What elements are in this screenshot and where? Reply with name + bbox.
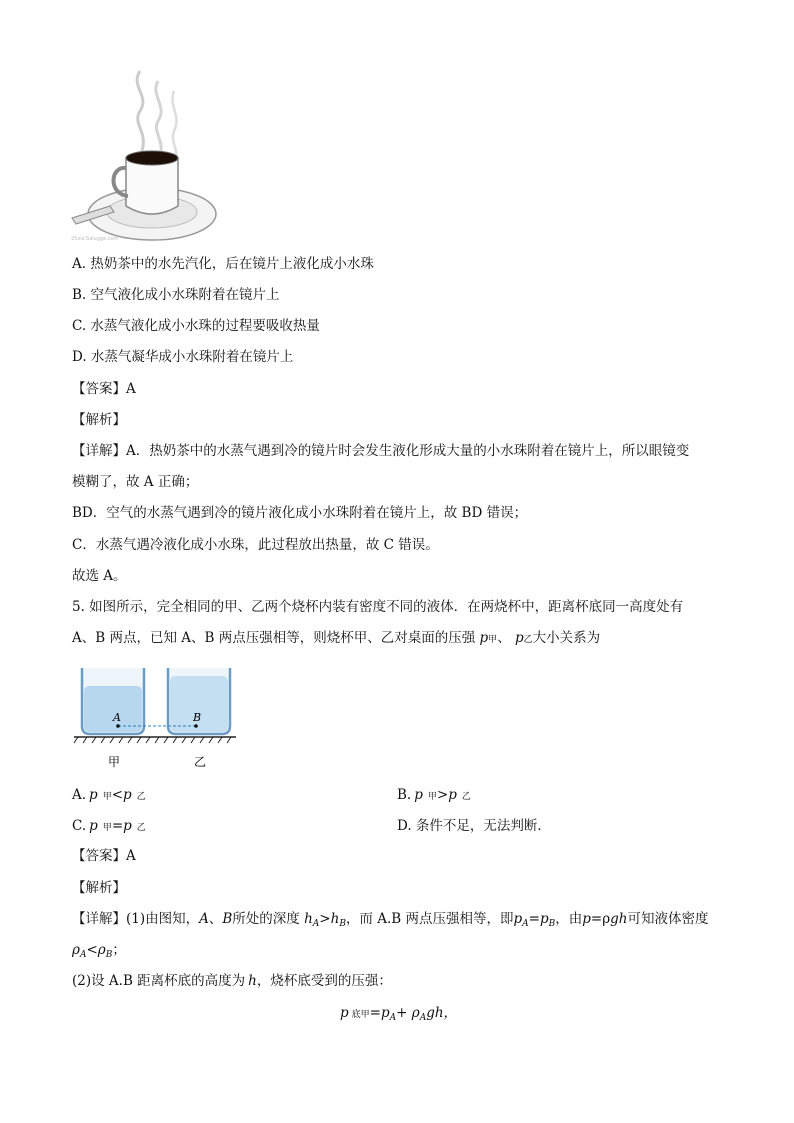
- q5-detail-1: 【详解】(1)由图知，A、B所处的深度 $h_A>h_B$，而 A.B 两点压强相等，即$p_A=p_B$，由p=ρgh可知液体密度: [72, 911, 709, 929]
- q4-detail-4: C．水蒸气遇冷液化成小水珠，此过程放出热量，故 C 错误。: [72, 537, 439, 553]
- q4-answer: 【答案】A: [72, 381, 136, 397]
- q4-analysis-title: 【解析】: [72, 412, 126, 428]
- label-yi: 乙: [194, 755, 207, 769]
- label-jia: 甲: [108, 755, 121, 769]
- q5-detail-2: (2)设 A.B 距离杯底的高度为 h，烧杯底受到的压强：: [72, 973, 392, 989]
- q5-detail-1-cont: $\rho_A<\rho_B$；: [72, 942, 126, 960]
- q4-detail-2: 模糊了，故 A 正确；: [72, 474, 199, 490]
- watermark: 25xiz.Saiugge.com: [71, 236, 119, 242]
- label-a: A: [113, 711, 121, 724]
- q5-analysis-title: 【解析】: [72, 880, 126, 896]
- label-b: B: [193, 711, 202, 724]
- steam-swirl: [172, 91, 176, 158]
- coffee-cup-illustration: [70, 66, 230, 246]
- option-c: C. 水蒸气液化成小水珠的过程要吸收热量: [72, 318, 320, 334]
- q5-answer: 【答案】A: [72, 848, 136, 864]
- q5-option-a: A. p 甲<p 乙: [72, 787, 146, 803]
- point-b: [194, 724, 198, 728]
- coffee-surface: [126, 151, 178, 165]
- q4-conclusion: 故选 A。: [72, 568, 127, 584]
- option-a: A. 热奶茶中的水先汽化，后在镜片上液化成小水珠: [72, 256, 374, 272]
- q5-formula: p底甲$=p_A+ \rho_Agh$，: [340, 1005, 458, 1023]
- beaker-diagram: [72, 662, 238, 774]
- table-hatch: [74, 737, 231, 743]
- liquid-jia: [84, 686, 142, 732]
- option-d: D. 水蒸气凝华成小水珠附着在镜片上: [72, 349, 294, 365]
- cup: [126, 158, 178, 214]
- q5-option-c: C. p 甲=p 乙: [72, 818, 146, 834]
- option-b: B. 空气液化成小水珠附着在镜片上: [72, 287, 280, 303]
- q5-stem-2: A、B 两点，已知 A、B 两点压强相等，则烧杯甲、乙对桌面的压强 p甲、 p乙大小关系为: [72, 630, 601, 646]
- q4-detail-1: 【详解】A．热奶茶中的水蒸气遇到冷的镜片时会发生液化形成大量的小水珠附着在镜片上，所以眼镜变: [72, 443, 690, 459]
- q5-option-d: D. 条件不足，无法判断．: [397, 818, 551, 834]
- q4-detail-3: BD．空气的水蒸气遇到冷的镜片液化成小水珠附着在镜片上，故 BD 错误；: [72, 505, 528, 521]
- q5-stem-1: 5. 如图所示，完全相同的甲、乙两个烧杯内装有密度不同的液体．在两烧杯中，距离杯底同一高度处有: [72, 599, 684, 615]
- point-a: [116, 724, 120, 728]
- steam-swirl: [156, 81, 161, 156]
- q5-option-b: B. p 甲>p 乙: [397, 787, 471, 803]
- steam-swirl: [137, 71, 143, 151]
